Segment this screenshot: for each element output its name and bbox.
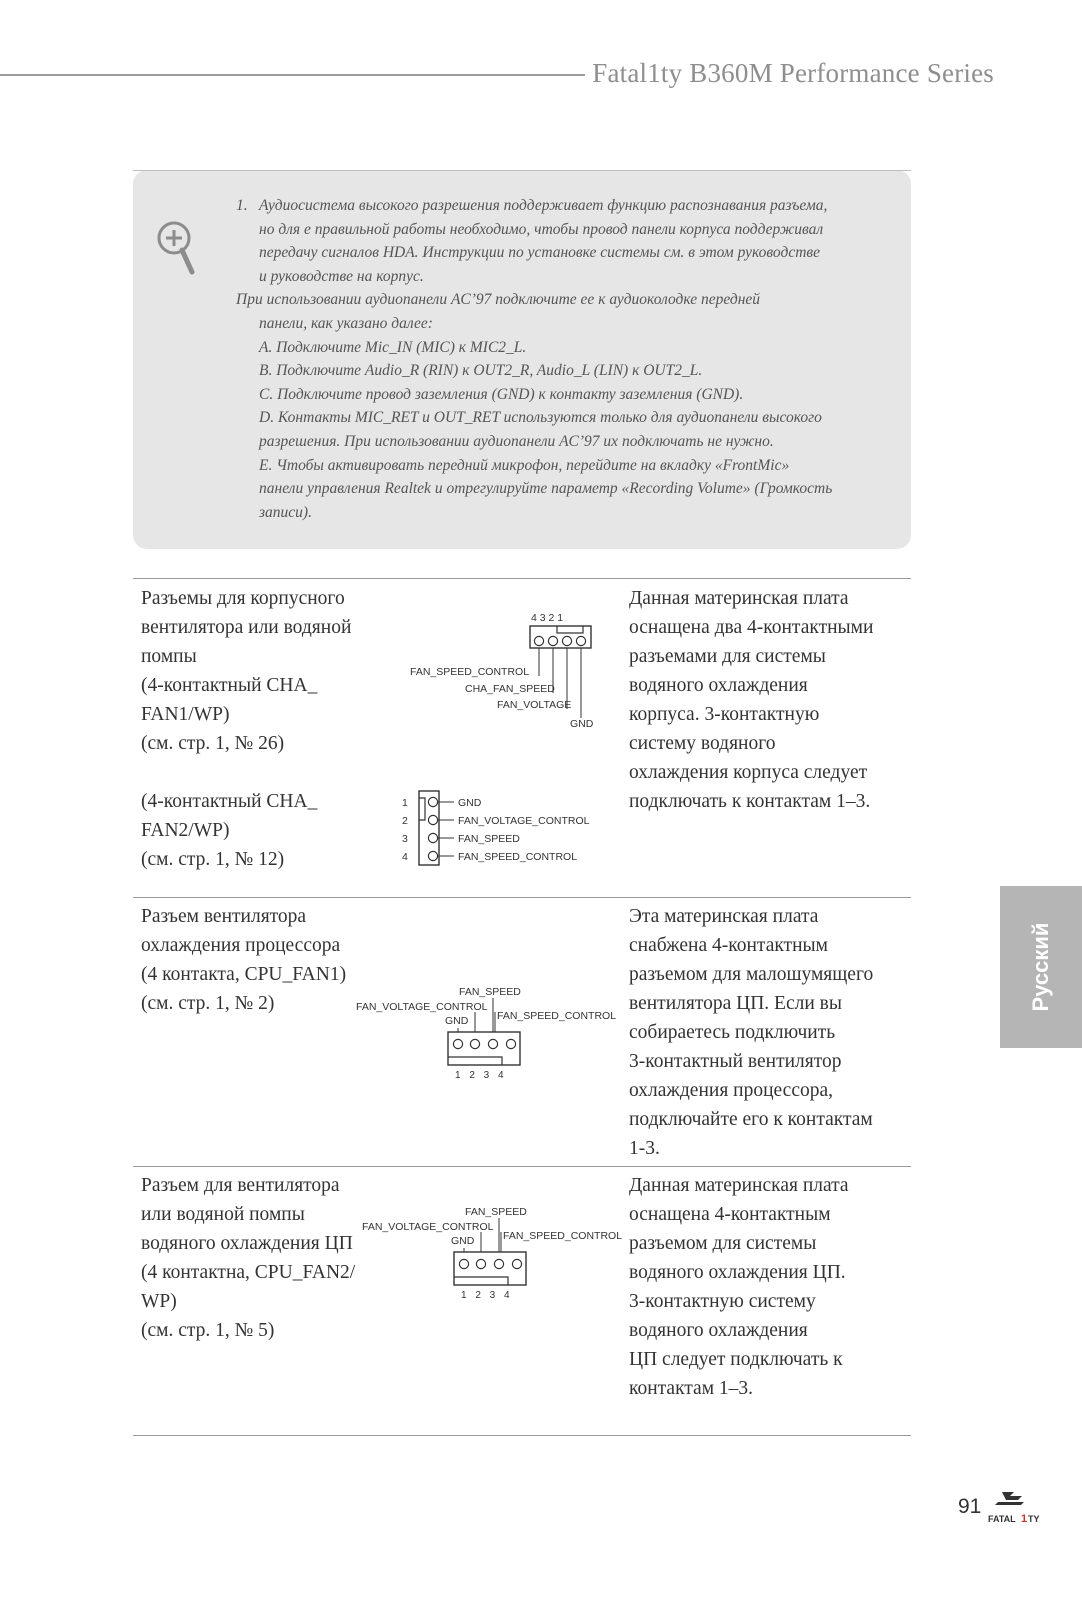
pin-circle: [428, 815, 437, 824]
text-line: помпы: [141, 646, 197, 667]
pin-circle: [428, 851, 437, 860]
pin-label: FAN_SPEED_CONTROL: [503, 1230, 623, 1242]
connector-key: [448, 1057, 502, 1065]
note-line: передачу сигналов HDA. Инструкции по установке системы см. в этом руководстве: [259, 244, 821, 262]
note-line: При использовании аудиопанели AC’97 подключите ее к аудиоколодке передней: [236, 291, 761, 309]
pin-label: FAN_SPEED_CONTROL: [497, 1010, 617, 1022]
page-header-title: Fatal1ty B360M Performance Series: [592, 58, 994, 88]
pin-label: CHA_FAN_SPEED: [465, 683, 555, 695]
pin-circle: [459, 1259, 468, 1268]
text-line: (4 контактна, CPU_FAN2/: [141, 1262, 356, 1283]
note-line: панели управления Realtek и отрегулируйте параметр «Recording Volume» (Громкость: [259, 480, 833, 498]
text-line: Разъем для вентилятора: [141, 1175, 340, 1196]
pin-label: FAN_SPEED: [459, 986, 521, 998]
note-line: B. Подключите Audio_R (RIN) к OUT2_R, Audio_L (LIN) к OUT2_L.: [259, 362, 703, 380]
language-tab: [1000, 886, 1082, 1048]
connector-key: [557, 626, 583, 633]
text-line: FAN1/WP): [141, 704, 230, 725]
cha-fan1-pin-diagram: [410, 606, 610, 746]
note-list-number: 1.: [236, 197, 248, 214]
text-line: Данная материнская плата: [629, 1175, 849, 1196]
text-line: водяного охлаждения: [629, 675, 808, 696]
text-line: (4-контактный CHA_: [141, 791, 318, 812]
page-number: 91: [958, 1495, 982, 1518]
cpu-fan1-pin-diagram: [356, 984, 621, 1080]
pin-label: GND: [445, 1015, 469, 1027]
pin-label: FAN_SPEED_CONTROL: [458, 851, 578, 863]
pin-circle: [506, 1039, 515, 1048]
note-line: и руководстве на корпус.: [259, 267, 424, 285]
pin-label: FAN_VOLTAGE: [497, 699, 572, 711]
note-line-text: Аудиосистема высокого разрешения поддерживает функцию распознавания разъема,: [259, 197, 828, 214]
text-line: Разъем вентилятора: [141, 906, 307, 927]
text-line: оснащена два 4-контактными: [629, 617, 874, 638]
text-line: оснащена 4-контактным: [629, 1204, 831, 1225]
text-line: Эта материнская плата: [629, 906, 819, 927]
pin-circle: [576, 636, 585, 645]
pin-numbers: 1 2 3 4: [455, 1070, 504, 1080]
note-line: E. Чтобы активировать передний микрофон, перейдите на вкладку «FrontMic»: [259, 456, 790, 474]
pin-label: GND: [570, 718, 594, 730]
text-line: 1-3.: [629, 1138, 660, 1159]
pin-label: FAN_VOLTAGE_CONTROL: [356, 1001, 488, 1013]
text-line: водяного охлаждения ЦП.: [629, 1262, 846, 1283]
text-line: снабжена 4-контактным: [629, 935, 828, 956]
pin-circle: [453, 1039, 462, 1048]
text-line: разъемами для системы: [629, 646, 826, 667]
pin-number: 2: [402, 815, 408, 827]
text-line: (см. стр. 1, № 5): [141, 1320, 275, 1341]
cha-fan2-pin-diagram: [402, 788, 622, 870]
text-line: охлаждения корпуса следует: [629, 762, 868, 783]
text-line: или водяной помпы: [141, 1204, 305, 1225]
pin-circle: [562, 636, 571, 645]
section3-right-text: [629, 1171, 899, 1403]
pin-numbers: 1 2 3 4: [461, 1290, 510, 1300]
pin-circle: [494, 1259, 503, 1268]
note-line: D. Контакты MIC_RET и OUT_RET используются только для аудиопанели высокого: [259, 409, 822, 427]
pin-circle: [488, 1039, 497, 1048]
text-line: водяного охлаждения ЦП: [141, 1233, 353, 1254]
text-line: разъемом для малошумящего: [629, 964, 874, 985]
text-line: Данная материнская плата: [629, 588, 849, 609]
pin-numbers: 4 3 2 1: [531, 612, 564, 624]
pin-circle: [470, 1039, 479, 1048]
text-line: (см. стр. 1, № 12): [141, 849, 285, 870]
section2-right-text: [629, 902, 899, 1163]
section2-left-text: [141, 902, 391, 1018]
pin-label: GND: [451, 1235, 475, 1247]
text-line: вентилятора или водяной: [141, 617, 352, 638]
note-line: разрешения. При использовании аудиопанели AC’97 их подключать не нужно.: [259, 432, 774, 450]
text-line: (см. стр. 1, № 26): [141, 733, 285, 754]
text-line: водяного охлаждения: [629, 1320, 808, 1341]
text-line: систему водяного: [629, 733, 776, 754]
pin-circle: [476, 1259, 485, 1268]
text-line: 3-контактный вентилятор: [629, 1051, 842, 1072]
text-line: (см. стр. 1, № 2): [141, 993, 275, 1014]
section-divider: [133, 897, 911, 898]
section-divider: [133, 1435, 911, 1436]
pin-circle: [428, 833, 437, 842]
pin-circle: [428, 797, 437, 806]
pin-label: FAN_SPEED_CONTROL: [410, 666, 530, 678]
note-line: записи).: [259, 503, 312, 521]
text-line: FAN2/WP): [141, 820, 230, 841]
svg-text:1: 1: [1021, 1513, 1028, 1525]
text-line: WP): [141, 1291, 177, 1312]
text-line: охлаждения процессора: [141, 935, 341, 956]
text-line: контактам 1–3.: [629, 1378, 754, 1399]
text-line: вентилятора ЦП. Если вы: [629, 993, 842, 1014]
pin-label: FAN_VOLTAGE_CONTROL: [362, 1221, 494, 1233]
pin-circle: [534, 636, 543, 645]
connector-key: [419, 798, 425, 820]
section1-right-text: [629, 584, 899, 816]
text-line: собираетесь подключить: [629, 1022, 836, 1043]
note-line: но для е правильной работы необходимо, чтобы провод панели корпуса поддерживал: [259, 220, 824, 238]
pin-label: FAN_SPEED: [458, 833, 520, 845]
note-line: C. Подключите провод заземления (GND) к контакту заземления (GND).: [259, 385, 744, 403]
note-text: [236, 194, 886, 524]
connector-key: [454, 1277, 508, 1285]
text-line: подключать к контактам 1–3.: [629, 791, 871, 812]
section-divider: [133, 1166, 911, 1167]
header-rule: [0, 74, 585, 76]
section1-left-text: [141, 584, 391, 874]
note-top-rule: [133, 170, 911, 171]
note-line: A. Подключите Mic_IN (MIC) к MIC2_L.: [259, 338, 527, 356]
magnifier-plus-icon: [156, 220, 200, 280]
note-line: панели, как указано далее:: [259, 314, 433, 332]
pin-number: 4: [402, 851, 408, 863]
text-line: (4 контакта, CPU_FAN1): [141, 964, 347, 985]
svg-text:TY: TY: [1028, 1514, 1040, 1524]
section-divider: [133, 578, 911, 579]
text-line: ЦП следует подключать к: [629, 1349, 843, 1370]
pin-label: FAN_VOLTAGE_CONTROL: [458, 815, 590, 827]
text-line: подключайте его к контактам: [629, 1109, 873, 1130]
cpu-fan2-pin-diagram: [362, 1204, 627, 1300]
pin-number: 1: [402, 797, 408, 809]
pin-number: 3: [402, 833, 408, 845]
text-line: разъемом для системы: [629, 1233, 817, 1254]
fatal1ty-logo: [988, 1490, 1048, 1526]
section3-left-text: [141, 1171, 391, 1345]
svg-text:FATAL: FATAL: [988, 1514, 1016, 1524]
text-line: охлаждения процессора,: [629, 1080, 834, 1101]
pin-circle: [548, 636, 557, 645]
text-line: корпуса. 3-контактную: [629, 704, 820, 725]
text-line: Разъемы для корпусного: [141, 588, 345, 609]
language-tab-label: Русский: [1028, 922, 1053, 1012]
pin-label: FAN_SPEED: [465, 1206, 527, 1218]
pin-label: GND: [458, 797, 482, 809]
text-line: 3-контактную систему: [629, 1291, 816, 1312]
pin-circle: [512, 1259, 521, 1268]
text-line: (4-контактный CHA_: [141, 675, 318, 696]
note-line: [236, 194, 886, 218]
